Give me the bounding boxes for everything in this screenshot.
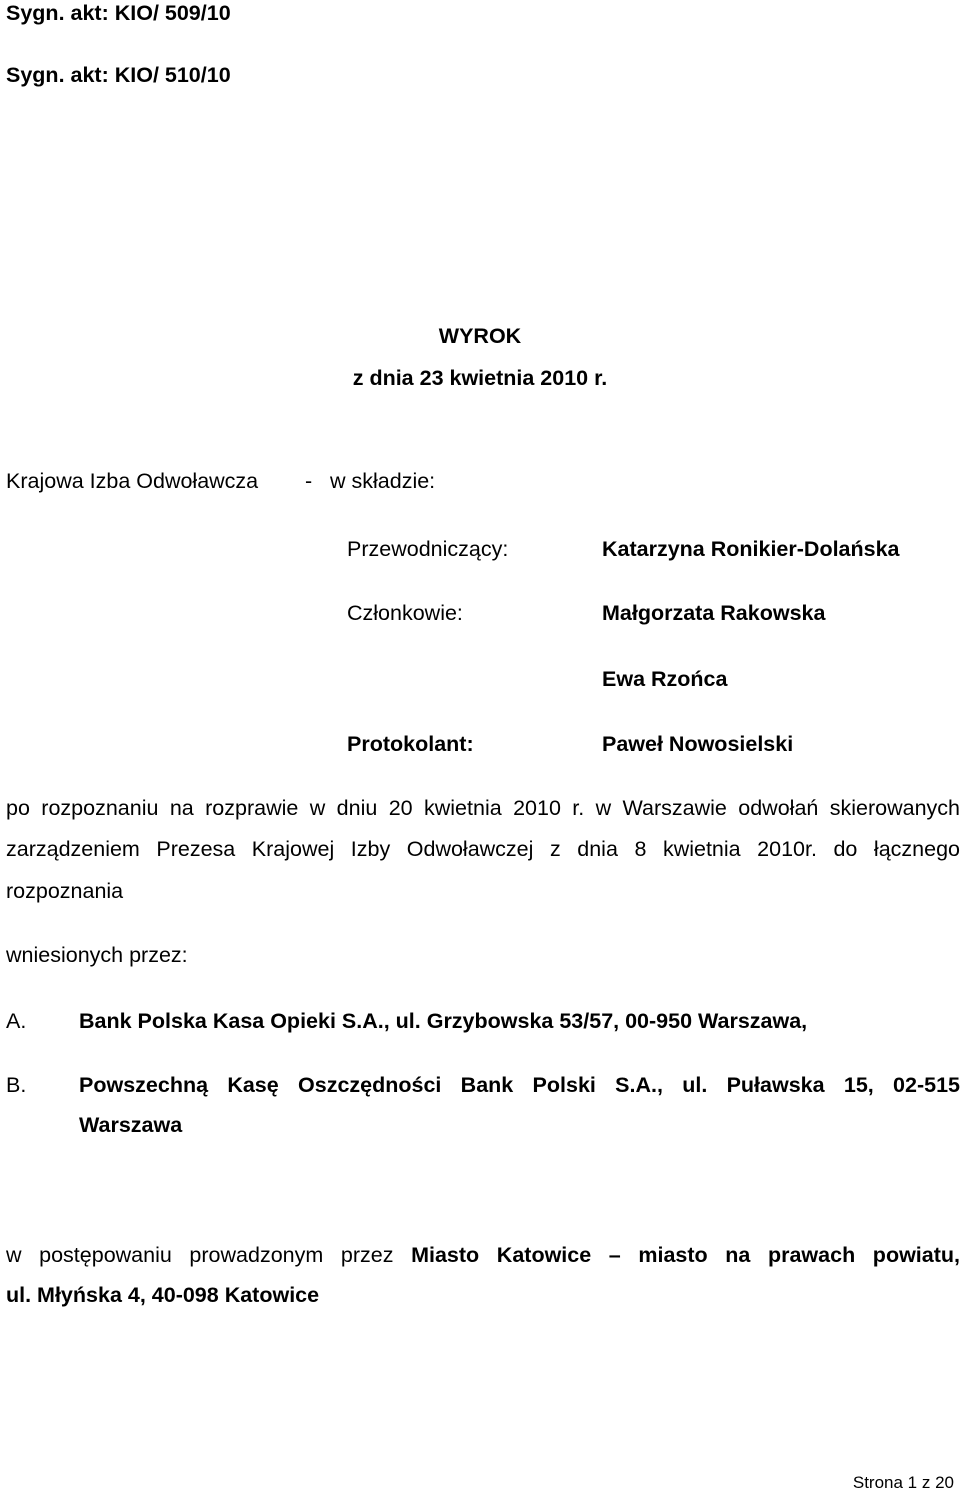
chair-label: Przewodniczący: — [347, 537, 509, 561]
appellant-a-marker: A. — [6, 1009, 27, 1033]
page-number: Strona 1 z 20 — [852, 1473, 954, 1492]
awarding-entity: Miasto Katowice – miasto na prawach powiatu, — [411, 1243, 960, 1267]
appellant-b-line-1: Powszechną Kasę Oszczędności Bank Polski S.A., ul. Puławska 15, 02-515 — [79, 1073, 960, 1097]
filed-by-label: wniesionych przez: — [6, 943, 188, 967]
appellant-b-name — [79, 1072, 960, 1098]
member-name-1: Małgorzata Rakowska — [602, 601, 826, 625]
document-title: WYROK — [438, 324, 522, 348]
clerk-name: Paweł Nowosielski — [602, 732, 794, 756]
members-label: Członkowie: — [347, 601, 463, 625]
chair-name: Katarzyna Ronikier-Dolańska — [602, 537, 900, 561]
paragraph-line-1 — [6, 795, 960, 821]
awarding-entity-address: ul. Młyńska 4, 40-098 Katowice — [6, 1283, 320, 1307]
proceedings-line-1 — [6, 1242, 960, 1268]
member-name-2: Ewa Rzońca — [602, 667, 728, 691]
appellant-b-marker: B. — [6, 1073, 27, 1097]
paragraph-line-1-text: po rozpoznaniu na rozprawie w dniu 20 kwietnia 2010 r. w Warszawie odwołań skierowanych — [6, 796, 960, 820]
paragraph-line-2 — [6, 836, 960, 862]
proceedings-prefix: w postępowaniu prowadzonym przez — [6, 1243, 394, 1267]
paragraph-line-3: rozpoznania — [6, 879, 124, 903]
paragraph-line-2-text: zarządzeniem Prezesa Krajowej Izby Odwoławczej z dnia 8 kwietnia 2010r. do łącznego — [6, 837, 960, 861]
appellant-b-line-2: Warszawa — [79, 1113, 183, 1137]
panel-intro-name: Krajowa Izba Odwoławcza — [6, 469, 259, 493]
case-signature-1: Sygn. akt: KIO/ 509/10 — [6, 1, 231, 25]
panel-intro-dash: - — [305, 469, 313, 493]
clerk-label: Protokolant: — [347, 732, 474, 756]
panel-intro-tail: w składzie: — [330, 469, 436, 493]
appellant-a-name: Bank Polska Kasa Opieki S.A., ul. Grzybowska 53/57, 00-950 Warszawa, — [79, 1009, 808, 1033]
case-signature-2: Sygn. akt: KIO/ 510/10 — [6, 63, 231, 87]
judgment-date: z dnia 23 kwietnia 2010 r. — [352, 366, 608, 390]
